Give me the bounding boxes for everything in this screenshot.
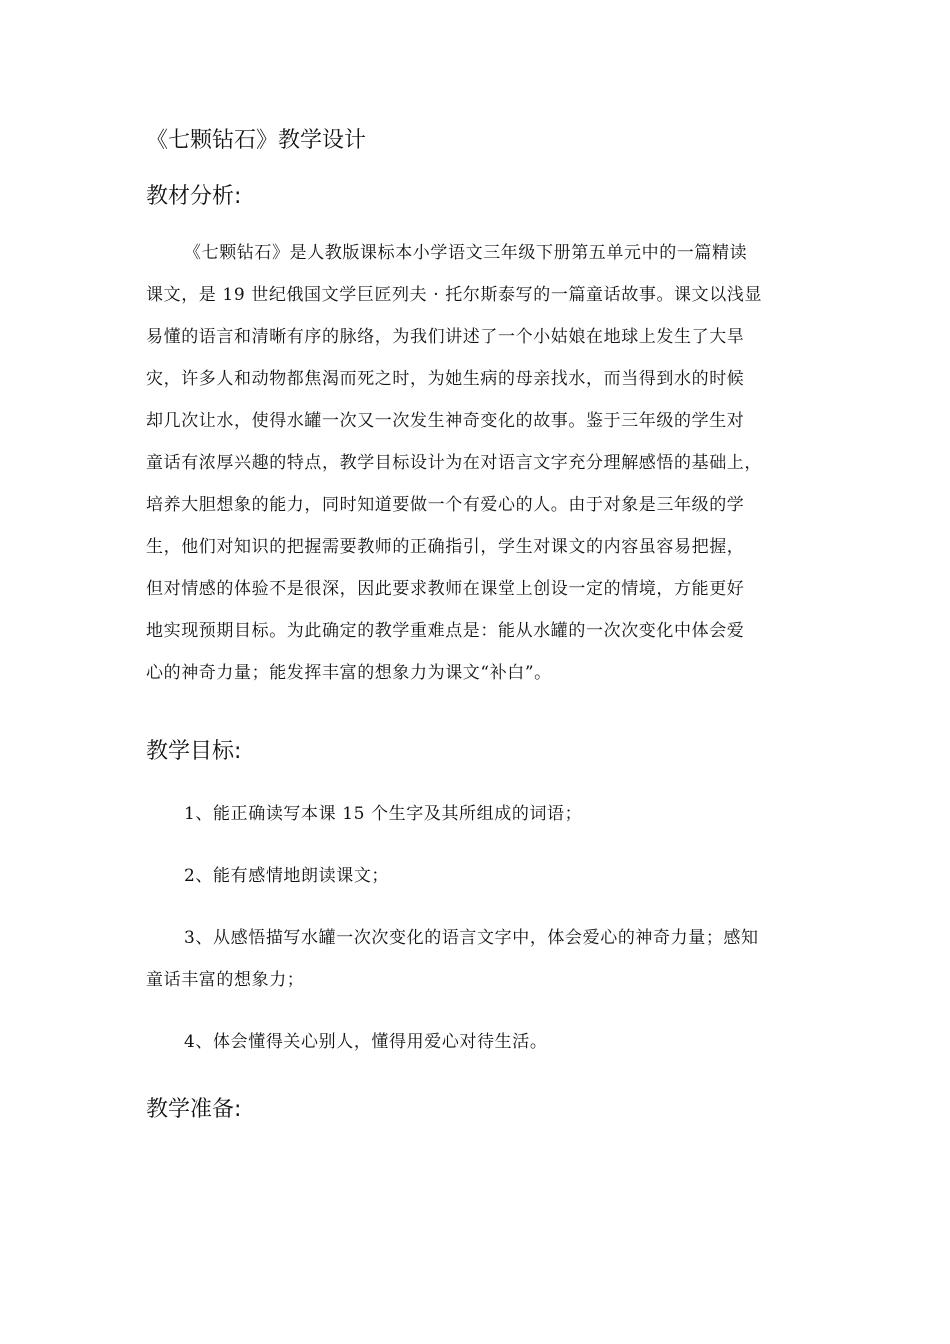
goal-line: 3、从感悟描写水罐一次次变化的语言文字中，体会爱心的神奇力量；感知 xyxy=(184,928,759,948)
analysis-paragraph xyxy=(146,232,806,694)
paragraph-line: 地实现预期目标。为此确定的教学重难点是：能从水罐的一次次变化中体会爱 xyxy=(146,621,745,641)
section-heading-analysis: 教材分析: xyxy=(146,184,242,209)
goal-line: 1、能正确读写本课 15 个生字及其所组成的词语； xyxy=(184,804,583,824)
goal-line: 童话丰富的想象力； xyxy=(146,970,305,990)
paragraph-line: 生，他们对知识的把握需要教师的正确指引，学生对课文的内容虽容易把握， xyxy=(146,537,745,557)
paragraph-line: 《七颗钻石》是人教版课标本小学语文三年级下册第五单元中的一篇精读 xyxy=(184,243,748,263)
goal-item-4 xyxy=(146,1021,806,1063)
section-heading-goals: 教学目标: xyxy=(146,739,242,764)
section-heading-preparation: 教学准备: xyxy=(146,1097,242,1122)
paragraph-line: 却几次让水，使得水罐一次又一次发生神奇变化的故事。鉴于三年级的学生对 xyxy=(146,411,745,431)
paragraph-line: 易懂的语言和清晰有序的脉络，为我们讲述了一个小姑娘在地球上发生了大旱 xyxy=(146,327,745,347)
goal-item-3 xyxy=(146,917,806,1001)
paragraph-line: 培养大胆想象的能力，同时知道要做一个有爱心的人。由于对象是三年级的学 xyxy=(146,495,745,515)
goal-item-2 xyxy=(146,855,806,897)
document-title: 《七颗钻石》教学设计 xyxy=(146,128,367,153)
goal-item-1 xyxy=(146,793,806,835)
paragraph-line: 但对情感的体验不是很深，因此要求教师在课堂上创设一定的情境，方能更好 xyxy=(146,579,745,599)
goal-line: 4、体会懂得关心别人，懂得用爱心对待生活。 xyxy=(184,1032,548,1052)
paragraph-line: 课文，是 19 世纪俄国文学巨匠列夫 · 托尔斯泰写的一篇童话故事。课文以浅显 xyxy=(146,285,763,305)
paragraph-line: 童话有浓厚兴趣的特点，教学目标设计为在对语言文字充分理解感悟的基础上， xyxy=(146,453,762,473)
paragraph-line: 心的神奇力量；能发挥丰富的想象力为课文“补白”。 xyxy=(146,663,552,683)
paragraph-line: 灾，许多人和动物都焦渴而死之时，为她生病的母亲找水，而当得到水的时候 xyxy=(146,369,745,389)
goal-line: 2、能有感情地朗读课文； xyxy=(184,866,390,886)
